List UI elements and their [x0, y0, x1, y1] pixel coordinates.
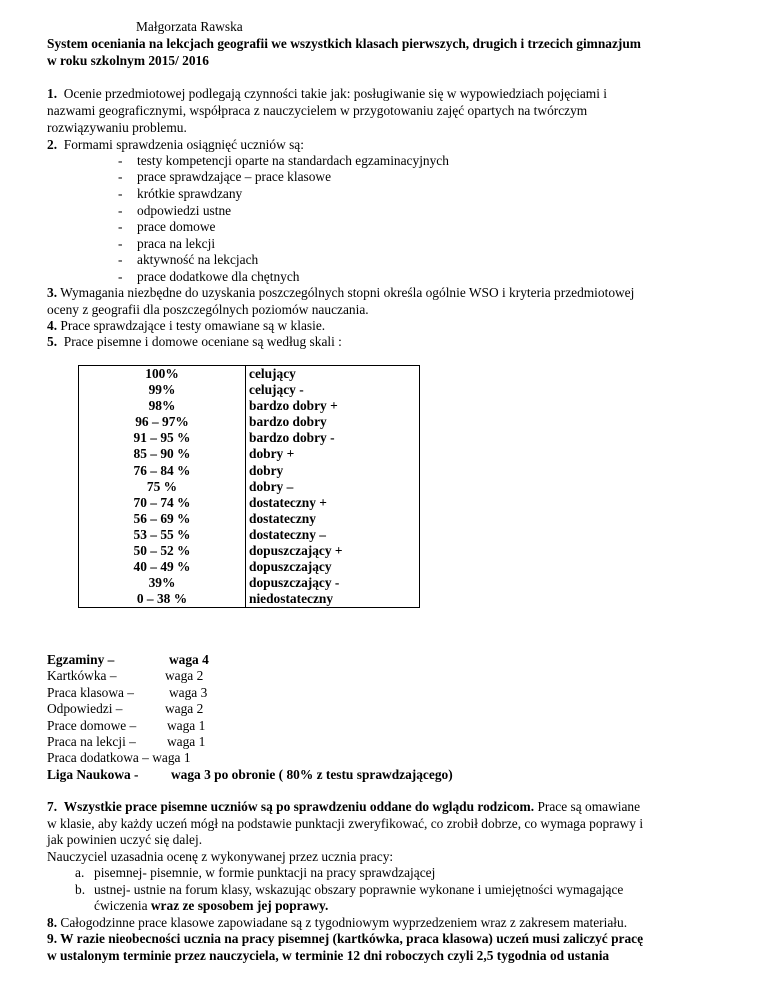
scale-grade-cell: dostateczny + [246, 495, 420, 511]
point-1-number: 1. [47, 86, 58, 101]
weight-row [47, 767, 453, 784]
scale-percent-cell: 70 – 74 % [79, 495, 246, 511]
title-line-2: w roku szkolnym 2015/ 2016 [47, 53, 209, 68]
scale-grade-cell: dopuszczający [246, 559, 420, 575]
list-dash: - [118, 153, 123, 168]
scale-percent-cell: 50 – 52 % [79, 543, 246, 559]
point-4 [47, 318, 325, 335]
weight-label: Praca dodatkowa – [47, 750, 149, 765]
table-row [79, 366, 420, 383]
table-row [79, 430, 420, 446]
list-dash: - [118, 203, 123, 218]
point-2-heading [47, 137, 304, 154]
list-item-text: aktywność na lekcjach [137, 252, 259, 267]
list-item-text: odpowiedzi ustne [137, 203, 232, 218]
scale-grade-cell: dopuszczający + [246, 543, 420, 559]
point-3-line-2: oceny z geografii dla poszczególnych poziomów nauczania. [47, 302, 369, 317]
point-7-line-2: w klasie, aby każdy uczeń mógł na podstawie punktacji zweryfikować, co zrobił dobrze, co wymaga poprawy i [47, 816, 644, 831]
item-b-text-2: ćwiczenia [94, 898, 148, 913]
point-9-line-2: w ustalonym terminie przez nauczyciela, w terminie 12 dni roboczych czyli 2,5 tygodnia od ustania [47, 948, 610, 963]
scale-percent-cell: 98% [79, 398, 246, 414]
point-5-number: 5. [47, 334, 58, 349]
scale-percent-cell: 39% [79, 575, 246, 591]
list-item-text: krótkie sprawdzany [137, 186, 243, 201]
scale-grade-cell: dopuszczający - [246, 575, 420, 591]
weight-row [47, 750, 191, 767]
grading-scale-table [78, 365, 420, 608]
point-8 [47, 915, 627, 932]
scale-grade-cell: dobry + [246, 446, 420, 462]
weight-value: waga 3 [169, 685, 208, 700]
weight-label: Kartkówka – [47, 668, 117, 683]
table-row [79, 382, 420, 398]
point-7-line-4: Nauczyciel uzasadnia ocenę z wykonywanej przez ucznia pracy: [47, 849, 394, 864]
list-dash: - [118, 252, 123, 267]
weight-row [47, 652, 209, 669]
scale-grade-cell: celujący - [246, 382, 420, 398]
weight-value: waga 3 po obronie ( 80% z testu sprawdzającego) [171, 767, 453, 782]
weight-value: waga 1 [152, 750, 191, 765]
point-3-line-1 [47, 285, 634, 302]
scale-percent-cell: 96 – 97% [79, 414, 246, 430]
table-row [79, 495, 420, 511]
scale-percent-cell: 75 % [79, 479, 246, 495]
point-8-number: 8. [47, 915, 58, 930]
list-dash: - [118, 269, 123, 284]
table-row [79, 559, 420, 575]
table-row [79, 543, 420, 559]
point-1-line-3: rozwiązywaniu problemu. [47, 120, 187, 135]
table-row [79, 527, 420, 543]
scale-grade-cell: bardzo dobry - [246, 430, 420, 446]
scale-percent-cell: 91 – 95 % [79, 430, 246, 446]
weight-value: waga 2 [165, 668, 204, 683]
list-dash: - [118, 169, 123, 184]
table-row [79, 398, 420, 414]
weight-row [47, 701, 204, 718]
list-dash: - [118, 219, 123, 234]
weight-label: Prace domowe – [47, 718, 137, 733]
scale-percent-cell: 40 – 49 % [79, 559, 246, 575]
point-1-line-1 [47, 86, 607, 103]
table-row [79, 463, 420, 479]
scale-grade-cell: bardzo dobry [246, 414, 420, 430]
point-7-bold-text: Wszystkie prace pisemne uczniów są po sprawdzeniu oddane do wglądu rodzicom. [63, 799, 535, 814]
scale-percent-cell: 56 – 69 % [79, 511, 246, 527]
point-7-item-b-line-2 [94, 898, 328, 915]
item-b-text-1: ustnej- ustnie na forum klasy, wskazując obszary poprawnie wykonane i umiejętności wymagające [94, 882, 624, 897]
list-item-text: prace domowe [137, 219, 216, 234]
point-3-number: 3. [47, 285, 58, 300]
scale-percent-cell: 0 – 38 % [79, 591, 246, 608]
list-item-text: prace dodatkowe dla chętnych [137, 269, 300, 284]
table-row [79, 414, 420, 430]
table-row [79, 479, 420, 495]
weight-value: waga 2 [165, 701, 204, 716]
point-1-line-2: nazwami geograficznymi, współpraca z nauczycielem w przygotowaniu zajęć opartych na twórczym [47, 103, 588, 118]
table-row [79, 446, 420, 462]
point-7-number: 7. [47, 799, 58, 814]
weight-value: waga 1 [167, 734, 206, 749]
weight-label: Liga Naukowa - [47, 767, 139, 782]
weight-label: Praca na lekcji – [47, 734, 136, 749]
weight-label: Egzaminy – [47, 652, 115, 667]
scale-grade-cell: dobry [246, 463, 420, 479]
scale-percent-cell: 99% [79, 382, 246, 398]
weight-label: Odpowiedzi – [47, 701, 123, 716]
title-line-1: System oceniania na lekcjach geografii we wszystkich klasach pierwszych, drugich i trzecich gimnazjum [47, 36, 641, 51]
weight-value: waga 4 [169, 652, 209, 667]
item-b-bold-text: wraz ze sposobem jej poprawy. [150, 898, 329, 913]
list-dash: - [118, 186, 123, 201]
point-7-item-b [75, 882, 624, 899]
list-dash: - [118, 236, 123, 251]
point-7-item-a [75, 865, 436, 882]
weight-row [47, 685, 208, 702]
point-1-text-1: Ocenie przedmiotowej podlegają czynności takie jak: posługiwanie się w wypowiedziach pojęciami i [63, 86, 608, 101]
point-7-line-3: jak powinien uczyć się dalej. [47, 832, 203, 847]
grading-scale-body [79, 366, 420, 608]
list-item-text: testy kompetencji oparte na standardach egzaminacyjnych [137, 153, 449, 168]
table-row [79, 575, 420, 591]
point-2-text: Formami sprawdzenia osiągnięć uczniów są: [63, 137, 304, 152]
point-5 [47, 334, 342, 351]
scale-percent-cell: 100% [79, 366, 246, 383]
weight-label: Praca klasowa – [47, 685, 135, 700]
item-b-label: b. [75, 882, 86, 897]
table-row [79, 591, 420, 608]
scale-percent-cell: 53 – 55 % [79, 527, 246, 543]
point-2-number: 2. [47, 137, 58, 152]
table-row [79, 511, 420, 527]
scale-percent-cell: 76 – 84 % [79, 463, 246, 479]
point-7-text-1: Prace są omawiane [537, 799, 641, 814]
list-item-text: prace sprawdzające – prace klasowe [137, 169, 332, 184]
point-4-text: Prace sprawdzające i testy omawiane są w klasie. [60, 318, 326, 333]
weight-row [47, 734, 206, 751]
scale-grade-cell: celujący [246, 366, 420, 383]
point-7-line-1 [47, 799, 737, 816]
item-a-text: pisemnej- pisemnie, w formie punktacji na pracy sprawdzającej [94, 865, 436, 880]
weight-value: waga 1 [167, 718, 206, 733]
list-item-text: praca na lekcji [137, 236, 216, 251]
weight-row [47, 718, 206, 735]
point-4-number: 4. [47, 318, 58, 333]
point-9-line-1: 9. W razie nieobecności ucznia na pracy pisemnej (kartkówka, praca klasowa) uczeń musi zaliczyć pracę [47, 931, 644, 946]
scale-grade-cell: bardzo dobry + [246, 398, 420, 414]
scale-grade-cell: dobry – [246, 479, 420, 495]
point-3-text-1: Wymagania niezbędne do uzyskania poszczególnych stopni określa ogólnie WSO i kryteria przedmiotowej [60, 285, 635, 300]
scale-grade-cell: dostateczny [246, 511, 420, 527]
point-8-text: Całogodzinne prace klasowe zapowiadane są z tygodniowym wyprzedzeniem wraz z zakresem materiału. [60, 915, 628, 930]
scale-grade-cell: niedostateczny [246, 591, 420, 608]
author-name: Małgorzata Rawska [136, 19, 243, 34]
scale-grade-cell: dostateczny – [246, 527, 420, 543]
item-a-label: a. [75, 865, 85, 880]
point-5-text: Prace pisemne i domowe oceniane są według skali : [63, 334, 342, 349]
scale-percent-cell: 85 – 90 % [79, 446, 246, 462]
weight-row [47, 668, 204, 685]
